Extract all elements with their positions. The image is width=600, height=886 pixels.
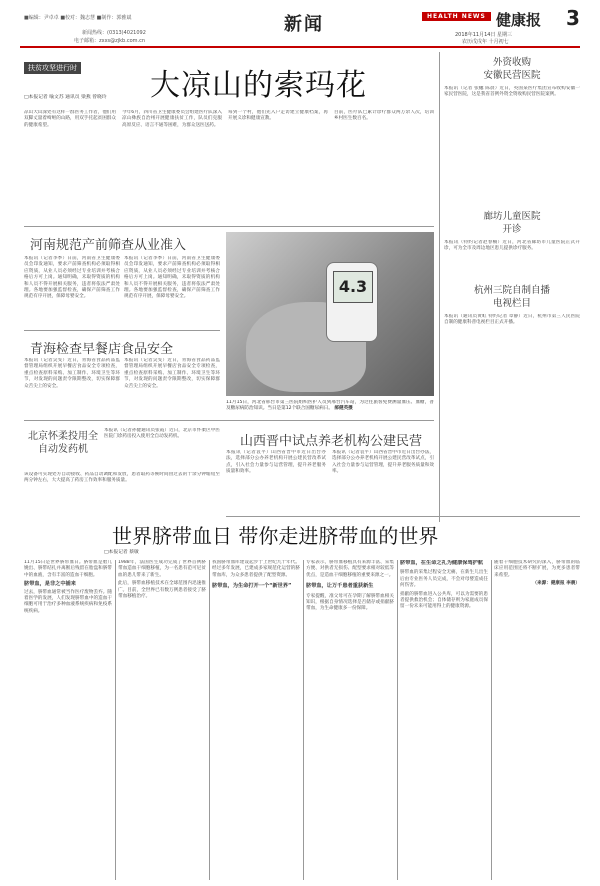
story5-headline: 山西晋中试点养老机构公建民营 bbox=[240, 434, 423, 449]
topic-tag: 扶贫攻坚进行时 bbox=[24, 55, 81, 74]
main-body-col3 bbox=[228, 110, 328, 222]
main-para-3: 每到一个村，他们先入户走访建立健康档案，再开展义诊和健康宣教。 bbox=[228, 110, 328, 122]
story3-col2 bbox=[124, 358, 220, 416]
photo-caption-text: 11月15日，河北省邢台市第三医院组织医护人员到邢台汽车站，为过往旅客免费测量血压、血糖，普及糖尿病防治知识。当日是第12个联合国糖尿病日。 bbox=[226, 400, 434, 412]
photo-caption bbox=[226, 400, 434, 420]
feature-para-8: 脐带血的采集过程安全无痛，在新生儿出生后由专业医务人员完成，不会对母婴造成任何伤害。 bbox=[400, 570, 488, 589]
editor-info: ■编辑：尹卓卓 ■校对：魏志慧 ■制作：郭雅斌 bbox=[24, 15, 132, 21]
main-para-2: 今年6月，四川省卫生健康委员会组建医疗队深入凉山彝族自治州开展健康扶贫工作，队员们克服高原反应、语言不通等困难，为群众送医送药。 bbox=[122, 110, 222, 128]
story3-text-cont: 本报讯（记者吴雯）近日，青海省食品药品监督管理局组织开展早餐店食品安全专项检查，重点检查原料采购、加工制作、环境卫生等环节，对发现的问题责令限期整改，切实保障群众舌尖上的安全。 bbox=[124, 358, 220, 389]
sidebar-item-2-text: 本报讯（特约记者赵春楠）近日，河北省廊坊市儿童医院正式开诊，可为全市及周边地区患儿提供诊疗服务。 bbox=[444, 240, 580, 252]
feature-end-credit: （来源：健康报 李晨） bbox=[532, 581, 580, 587]
story4-headline bbox=[28, 430, 98, 456]
feature-col-3 bbox=[212, 560, 300, 880]
feature-col-6 bbox=[494, 560, 580, 880]
story3-headline: 青海检查早餐店食品安全 bbox=[30, 342, 174, 357]
section-title: 新闻 bbox=[284, 14, 324, 35]
sidebar-item-1-headline: 外资收购 安徽民营医院 bbox=[483, 57, 541, 81]
masthead bbox=[0, 0, 600, 48]
main-headline: 大凉山的索玛花 bbox=[150, 68, 367, 103]
feature-col-4 bbox=[306, 560, 394, 880]
feature-headline: 世界脐带血日 带你走进脐带血的世界 bbox=[112, 524, 439, 548]
feature-para-5: 我国脐带血库建设起步于上世纪九十年代。经过多年发展，已建成多家规范化运营的脐带血库，为众多患者提供了配型资源。 bbox=[212, 560, 300, 578]
feature-para-2: 过去，脐带血通常被当作医疗废物丢弃。随着医学的发展，人们发现脐带血中的造血干细胞可用于治疗多种血液系统疾病和免疫系统疾病。 bbox=[24, 589, 112, 614]
story2-col2 bbox=[124, 256, 220, 326]
feature-para-9: 捐献的脐带血进入公共库，可以为需要的患者提供救治机会；自体储存则为家庭成员保留一份未来可能用得上的健康资源。 bbox=[400, 591, 488, 610]
feature-para-7: 专家提醒，准父母可在孕期了解脐带血相关知识，根据自身情况选择是否储存或捐献脐带血，为生命健康多一份保障。 bbox=[306, 593, 394, 612]
news-photo bbox=[226, 232, 434, 396]
story4-byline: 本报讯（记者孙健通讯员张霞）近日，北京市怀柔区中医医院门诊药房投入使用全自动发药机。 bbox=[104, 428, 220, 440]
sidebar bbox=[444, 52, 580, 522]
page-number: 3 bbox=[566, 6, 580, 30]
feature-byline: □本报记者 蔡敏 bbox=[104, 550, 139, 555]
english-banner: HEALTH NEWS bbox=[422, 12, 491, 21]
feature-para-1: 11月15日是世界脐带血日。脐带血是胎儿娩出、脐带结扎并离断后残留在胎盘和脐带中的血液，含有丰富的造血干细胞。 bbox=[24, 560, 112, 578]
email: 电子邮箱：zxxs@zjkb.com.cn bbox=[74, 38, 146, 44]
main-body-col2 bbox=[122, 110, 222, 222]
feature-para-10: 随着干细胞技术研究的深入，脐带血的临床应用范围还将不断扩展，为更多患者带来希望。 bbox=[494, 560, 580, 578]
feature-para-3: 1988年，法国医生成功完成了世界首例脐带血造血干细胞移植，为一名患有范可尼贫血的患儿带来了新生。 bbox=[118, 560, 206, 578]
feature-subhead-1: 脐带血，是非之中捕来 bbox=[24, 581, 76, 588]
main-body-col1 bbox=[24, 110, 116, 222]
story5-col2 bbox=[332, 450, 434, 512]
story2-text-cont: 本报讯（记者李季）日前，河南省卫生健康委员会印发通知，要求产前筛查机构必须取得相应资质，从业人员必须经过专业培训并考核合格后方可上岗。通知明确，未取得资质的机构和人员不得开展相关服务，违者将依法严肃处理。各地要加强监督检查，确保产前筛查工作规范有序开展，保障母婴安全。 bbox=[124, 256, 220, 300]
story2-col1 bbox=[24, 256, 120, 326]
story2-text: 本报讯（记者李季）日前，河南省卫生健康委员会印发通知，要求产前筛查机构必须取得相应资质，从业人员必须经过专业培训并考核合格后方可上岗。通知明确，未取得资质的机构和人员不得开展相关服务，违者将依法严肃处理。各地要加强监督检查，确保产前筛查工作规范有序开展，保障母婴安全。 bbox=[24, 256, 120, 300]
story5-col1 bbox=[226, 450, 326, 512]
feature-col-2 bbox=[118, 560, 206, 880]
hotline: 新闻热线：(0313)4021092 bbox=[82, 30, 146, 36]
sidebar-item-3-text: 本报讯（通讯员黄虹 特约记者 章静）近日，杭州市第三人民医院自制的健康科普电视栏目正式开播。 bbox=[444, 314, 580, 326]
story3-text: 本报讯（记者吴雯）近日，青海省食品药品监督管理局组织开展早餐店食品安全专项检查，重点检查原料采购、加工制作、环境卫生等环节，对发现的问题责令限期整改，切实保障群众舌尖上的安全。 bbox=[24, 358, 120, 389]
sidebar-item-1-text: 本报讯（记者 张樾 陈晨）近日，英国某医疗集团宣布收购安徽一家民营医院，这是我省首例外资全资收购民营医院案例。 bbox=[444, 86, 580, 98]
story5-text-cont: 本报讯（记者袁平）山西省晋中市近日出台办法，选择部分公办养老机构开展公建民营改革试点，引入社会力量参与运营管理，提升养老服务质量和效率。 bbox=[332, 450, 434, 475]
sidebar-item-3-headline: 杭州三院自制自播 电视栏目 bbox=[473, 285, 550, 309]
feature-subhead-2: 脐带血，为生命打开一个“新世界” bbox=[212, 583, 292, 590]
story4-text: 该设备可实现处方自动接收、药品自动调配和发放，患者取药等候时间由过去的十余分钟缩短至两分钟左右，大大提高了药房工作效率和服务质量。 bbox=[24, 472, 220, 484]
feature-subhead-4: 脐带血，在生命之礼为健康保驾护航 bbox=[400, 560, 484, 566]
main-para-4: 目前，医疗队已累计诊疗群众两万余人次，培训乡村医生数百名。 bbox=[334, 110, 434, 122]
sidebar-item-2-headline: 廊坊儿童医院 开诊 bbox=[483, 211, 541, 235]
glucose-meter-icon bbox=[326, 262, 378, 342]
feature-para-4: 此后，脐带血移植技术在全球范围内迅速推广。目前，全世界已有数万例患者接受了脐带血移植治疗。 bbox=[118, 581, 206, 600]
feature-para-6: 专家表示，脐带血移植具有来源丰富、采集方便、对供者无损伤、配型要求相对较低等优点，是造血干细胞移植的重要来源之一。 bbox=[306, 560, 394, 578]
main-body-col4 bbox=[334, 110, 434, 222]
story2-headline: 河南规范产前筛查从业准入 bbox=[30, 238, 187, 253]
brand-title: 健康报 bbox=[496, 11, 542, 29]
story3-col1 bbox=[24, 358, 120, 416]
story4-headline-text: 北京怀柔投用全自动发药机 bbox=[28, 431, 98, 455]
main-para-1: 凉山大山深处有这样一群医务工作者，他们用双脚丈量着崎岖的山路，用双手托起贫困群众的健康希望。 bbox=[24, 110, 116, 128]
feature-col-1 bbox=[24, 560, 112, 880]
main-byline: □本报记者 喻文苏 通讯员 梁燕 曾晓玲 bbox=[24, 95, 107, 100]
feature-col-5 bbox=[400, 560, 488, 880]
story5-text: 本报讯（记者袁平）山西省晋中市近日出台办法，选择部分公办养老机构开展公建民营改革试点，引入社会力量参与运营管理，提升养老服务质量和效率。 bbox=[226, 450, 326, 475]
lunar-date: 农历戊戌年 十月初七 bbox=[462, 39, 509, 45]
meter-screen: 4.3 bbox=[333, 271, 373, 303]
date: 2018年11月14日 星期三 bbox=[455, 32, 513, 38]
feature-subhead-3: 脐带血，让万千患者重获新生 bbox=[306, 583, 374, 590]
photo-credit: 郝健英摄 bbox=[334, 406, 353, 412]
